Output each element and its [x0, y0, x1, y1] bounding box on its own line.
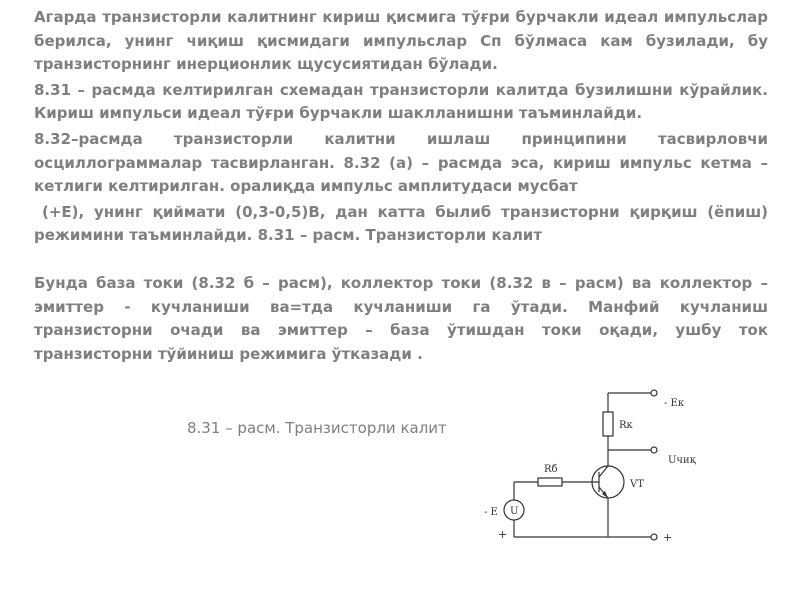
rk-label: Rк [619, 420, 633, 431]
collector-resistor [603, 412, 613, 436]
base-resistor [538, 478, 562, 486]
transistor-label: VT [630, 479, 644, 490]
paragraph-5: Бунда база токи (8.32 б – расм), коллектор токи (8.32 в – расм) ва коллектор – эмиттер - кучланиши ва=тда кучланиши га ўтади. Манфий кучланиш транзисторни очади ва эмиттер – база ўтишдан токи оқади, ушбу ток транзисторни тўйиниш режимига ўтказади . [34, 273, 768, 363]
body-text [34, 6, 768, 366]
input-minus-label: - E [484, 507, 498, 518]
input-plus-label: + [498, 528, 508, 541]
supply-terminal [651, 390, 657, 396]
figure-caption: 8.31 – расм. Транзисторли калит [187, 419, 447, 437]
supply-label: - Eк [664, 398, 685, 409]
output-terminal [651, 447, 657, 453]
transistor-switch-schematic [478, 384, 728, 554]
output-label: Uчиқ [668, 455, 696, 466]
rb-label: Rб [544, 464, 558, 475]
paragraph-4: (+Е), унинг қиймати (0,3-0,5)В, дан катта былиб транзисторни қирқиш (ёпиш) режимини таъминлайди. 8.31 – расм. Транзисторли калит [34, 202, 768, 245]
paragraph-3: 8.32–расмда транзисторли калитни ишлаш принципини тасвирловчи осциллограммалар тасвирланган. 8.32 (а) – расмда эса, кириш импульс кетма – кетлиги келтирилган. оралиқда импульс амплитудаси мусбат [34, 129, 768, 196]
ground-terminal [651, 534, 657, 540]
paragraph-2: 8.31 – расмда келтирилган схемадан транзисторли калитда бузилишни кўрайлик. Кириш импульси идеал тўғри бурчакли шаклланишни таъминлайди. [34, 80, 768, 123]
paragraph-1: Агарда транзисторли калитнинг кириш қисмига тўғри бурчакли идеал импульслар берилса, унинг чиқиш қисмидаги импульслар Сп бўлмаса кам бузилади, бу транзисторнинг инерционлик щусусиятидан бўлади. [34, 8, 768, 74]
source-symbol: U [510, 506, 519, 517]
ground-plus-label: + [663, 531, 673, 544]
